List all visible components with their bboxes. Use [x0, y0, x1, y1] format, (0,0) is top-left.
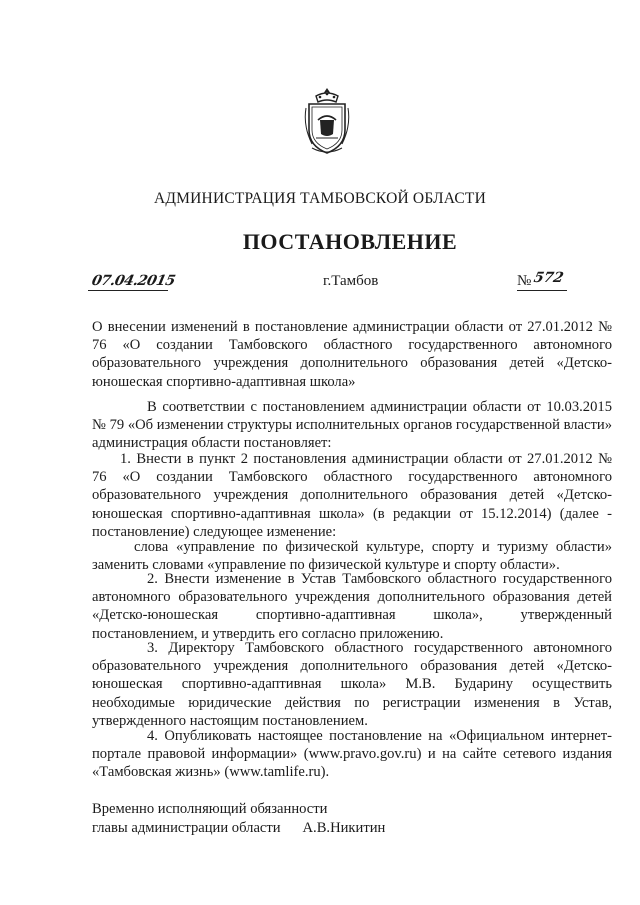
city: г.Тамбов	[323, 273, 379, 289]
item-2-paragraph: 2. Внести изменение в Устав Тамбовского областного государственного автономного образовательного учреждения дополнительного образования детей «Детско-юношеская спортивно-адаптивная школа», утвержденный постановлением, и утвердить его согласно приложению.	[92, 571, 612, 642]
signer-position-line-1: Временно исполняющий обязанности	[92, 801, 328, 817]
item-1-paragraph: 1. Внести в пункт 2 постановления администрации области от 27.01.2012 № 76 «О создании Тамбовского областного государственного автономного образовательного учреждения дополнительного образования детей «Детско-юношеская спортивно-адаптивная школа» (в редакции от 15.12.2014) (далее - постановление) следующее изменение:	[92, 451, 612, 540]
item-4-paragraph: 4. Опубликовать настоящее постановление на «Официальном интернет-портале правовой информации» (www.pravo.gov.ru) и на сайте сетевого издания «Тамбовская жизнь» (www.tamlife.ru).	[92, 728, 612, 781]
preamble-paragraph: В соответствии с постановлением администрации области от 10.03.2015 № 79 «Об изменении структуры исполнительных органов государственной власти» администрация области постановляет:	[92, 399, 612, 452]
organization-name: АДМИНИСТРАЦИЯ ТАМБОВСКОЙ ОБЛАСТИ	[154, 190, 486, 207]
document-subject: О внесении изменений в постановление администрации области от 27.01.2012 № 76 «О создании Тамбовского областного государственного автономного образовательного учреждения дополнительного образования детей «Детско-юношеская спортивно-адаптивная школа»	[92, 319, 612, 390]
signer-name: А.В.Никитин	[302, 819, 386, 836]
document-date: 07.04.2015	[90, 273, 177, 289]
document-type-title: ПОСТАНОВЛЕНИЕ	[242, 229, 458, 254]
coat-of-arms-emblem	[302, 86, 352, 156]
number-sign: №	[517, 273, 532, 289]
signature-block	[92, 800, 385, 837]
number-underline	[517, 290, 567, 291]
date-underline	[88, 290, 168, 291]
signer-position-line-2	[92, 819, 385, 838]
item-3-paragraph: 3. Директору Тамбовского областного государственного автономного образовательного учреждения дополнительного образования детей «Детско-юношеская спортивно-адаптивная школа» М.В. Бударину осуществить необходимые юридические действия по регистрации изменения в Устав, утвержденного настоящим постановлением.	[92, 640, 612, 729]
signer-position-text: главы администрации области	[92, 819, 281, 836]
document-number: 572	[532, 270, 565, 286]
item-1-change-paragraph: слова «управление по физической культуре, спорту и туризму области» заменить словами «управление по физической культуре и спорту области».	[92, 539, 612, 574]
